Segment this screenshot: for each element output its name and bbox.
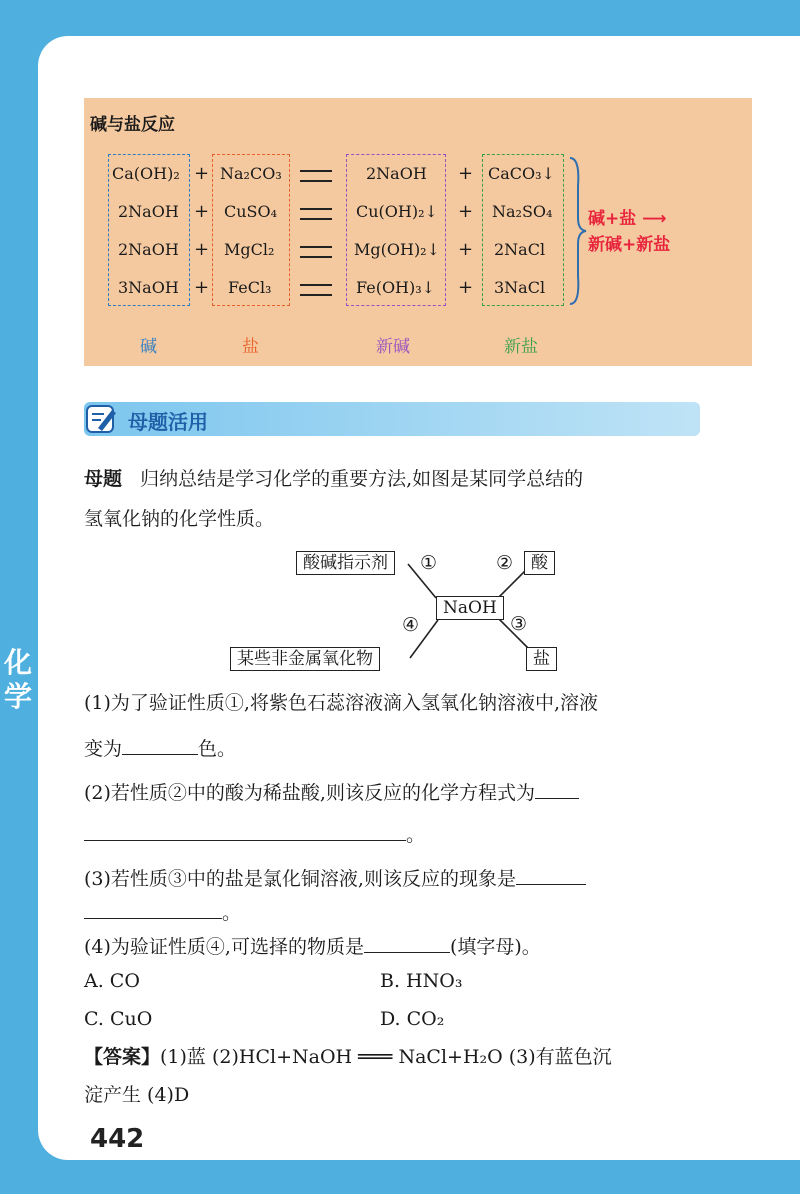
base-label: 碱 — [140, 337, 157, 357]
side-tab-char-1: 化 — [3, 646, 32, 679]
question-3-line2 — [84, 898, 241, 926]
salt-box: 盐 — [526, 647, 557, 671]
q3-answer-blank-2[interactable] — [84, 898, 222, 919]
q4-text: (4)为验证性质④,可选择的物质是 — [84, 936, 364, 958]
naoh-box: NaOH — [436, 596, 504, 620]
option-d[interactable]: D. CO₂ — [380, 1008, 445, 1030]
question-1-line2 — [84, 734, 236, 762]
q3-end: 。 — [222, 902, 242, 924]
q2-answer-blank-1[interactable] — [535, 778, 579, 799]
new-salt-cell: 3NaCl — [494, 278, 546, 297]
q4-text-after: (填字母)。 — [449, 936, 541, 958]
option-a[interactable]: A. CO — [84, 970, 140, 992]
salt-cell: FeCl₃ — [228, 278, 272, 297]
problem-text-1: 归纳总结是学习化学的重要方法,如图是某同学总结的 — [140, 468, 584, 490]
new-salt-cell: 2NaCl — [494, 240, 546, 259]
new-salt-label: 新盐 — [504, 337, 538, 357]
base-cell: 2NaOH — [118, 240, 179, 259]
side-tab-char-2: 学 — [3, 680, 32, 713]
rule-note-line1: 碱+盐 ⟶ — [588, 209, 667, 229]
q2-text: (2)若性质②中的酸为稀盐酸,则该反应的化学方程式为 — [84, 782, 535, 804]
new-salt-cell: Na₂SO₄ — [492, 202, 553, 221]
answer-text-1: (1)蓝 (2)HCl+NaOH ═══ NaCl+H₂O (3)有蓝色沉 — [160, 1046, 612, 1068]
new-base-label: 新碱 — [376, 337, 410, 357]
base-cell: 2NaOH — [118, 202, 179, 221]
plus-sign: + — [458, 277, 474, 298]
q1-answer-blank[interactable] — [122, 734, 198, 755]
base-cell: 3NaOH — [118, 278, 179, 297]
new-salt-cell: CaCO₃↓ — [488, 164, 555, 183]
q3-answer-blank-1[interactable] — [516, 864, 586, 885]
indicator-box: 酸碱指示剂 — [296, 551, 395, 575]
answer-line2: 淀产生 (4)D — [84, 1084, 190, 1106]
property-2-number: ② — [496, 552, 514, 574]
salt-cell: CuSO₄ — [224, 202, 278, 221]
new-base-cell: Mg(OH)₂↓ — [354, 240, 440, 259]
plus-sign: + — [194, 163, 210, 184]
acid-box: 酸 — [524, 551, 555, 575]
new-base-cell: 2NaOH — [366, 164, 427, 183]
new-base-cell: Fe(OH)₃↓ — [356, 278, 436, 297]
plus-sign: + — [458, 163, 474, 184]
q1-text-before: 变为 — [84, 738, 123, 760]
new-base-cell: Cu(OH)₂↓ — [356, 202, 438, 221]
plus-sign: + — [458, 239, 474, 260]
property-3-number: ③ — [510, 613, 528, 635]
question-3-line1 — [84, 864, 586, 892]
plus-sign: + — [194, 277, 210, 298]
option-b[interactable]: B. HNO₃ — [380, 970, 463, 992]
plus-sign: + — [194, 239, 210, 260]
salt-cell: Na₂CO₃ — [220, 164, 282, 183]
base-cell: Ca(OH)₂ — [112, 164, 180, 183]
problem-label: 母题 — [84, 468, 123, 490]
subject-side-tab — [0, 646, 36, 720]
property-4-number: ④ — [402, 614, 420, 636]
rule-note-line2: 新碱+新盐 — [588, 235, 671, 255]
panel-title: 碱与盐反应 — [90, 115, 175, 135]
question-4-line — [84, 932, 541, 960]
answer-label: 【答案】 — [84, 1046, 161, 1068]
section-title: 母题活用 — [128, 410, 208, 434]
q1-text-after: 色。 — [198, 738, 237, 760]
page-number: 442 — [90, 1124, 145, 1154]
q3-text: (3)若性质③中的盐是氯化铜溶液,则该反应的现象是 — [84, 868, 516, 890]
plus-sign: + — [458, 201, 474, 222]
option-c[interactable]: C. CuO — [84, 1008, 153, 1030]
nonmetal-oxide-box: 某些非金属氧化物 — [230, 647, 380, 671]
q2-end: 。 — [406, 824, 426, 846]
question-2-line1 — [84, 778, 579, 806]
q2-answer-blank-2[interactable] — [84, 820, 406, 841]
salt-label: 盐 — [242, 337, 259, 357]
question-2-line2 — [84, 820, 425, 848]
q4-answer-blank[interactable] — [364, 932, 450, 953]
plus-sign: + — [194, 201, 210, 222]
question-1-line1: (1)为了验证性质①,将紫色石蕊溶液滴入氢氧化钠溶液中,溶液 — [84, 692, 598, 714]
property-1-number: ① — [420, 552, 438, 574]
problem-text-2: 氢氧化钠的化学性质。 — [84, 508, 275, 530]
salt-cell: MgCl₂ — [224, 240, 275, 259]
answer-line1 — [84, 1044, 612, 1070]
